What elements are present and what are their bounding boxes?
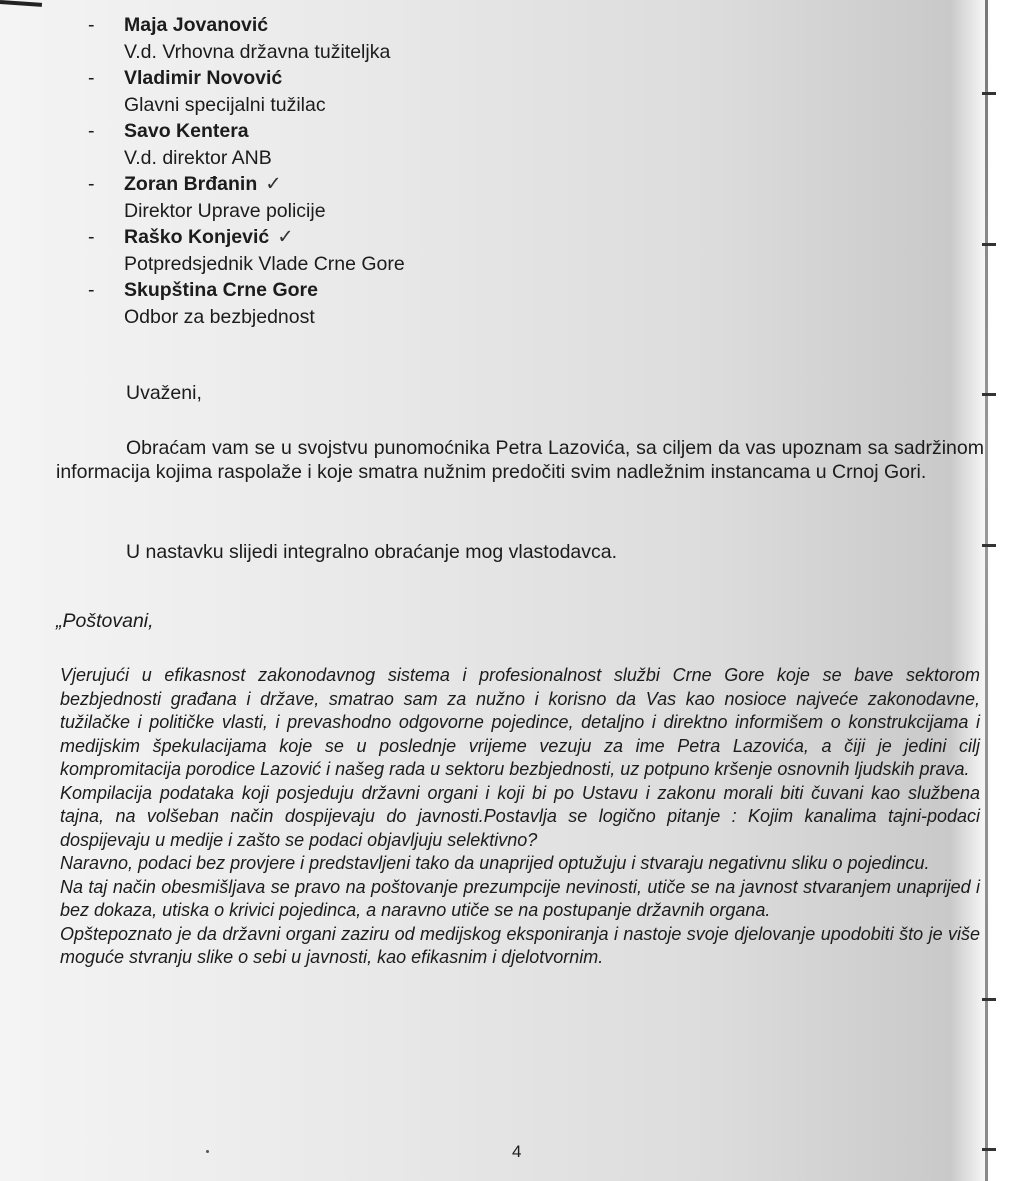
list-dash: -: [88, 279, 95, 301]
continuation-paragraph: U nastavku slijedi integralno obraćanje mog vlastodavca.: [126, 541, 618, 563]
recipient-name: Maja Jovanović: [124, 14, 269, 36]
recipient-name: Skupština Crne Gore: [124, 279, 318, 301]
recipient-role: V.d. Vrhovna državna tužiteljka: [124, 40, 391, 63]
recipient-name: Vladimir Novović: [124, 67, 283, 89]
scan-artifact-mark: [982, 243, 996, 246]
scan-speck: [206, 1150, 209, 1153]
recipient-name: Savo Kentera: [124, 120, 249, 142]
recipient-item: [88, 224, 508, 277]
recipient-name: Zoran Brđanin: [124, 173, 258, 195]
recipient-role: Glavni specijalni tužilac: [124, 93, 326, 116]
recipient-role: Potpredsjednik Vlade Crne Gore: [124, 252, 405, 275]
list-dash: -: [88, 226, 95, 248]
recipient-role: Direktor Uprave policije: [124, 199, 326, 222]
scan-artifact-mark: [982, 393, 996, 396]
quote-paragraph: Opštepoznato je da državni organi zaziru od medijskog eksponiranja i nastoje svoje djelovanje upodobiti što je više moguće stvranju slike o sebi u javnosti, kao efikasnim i djelotvornim.: [60, 923, 980, 967]
quote-greeting: „Poštovani,: [56, 610, 154, 632]
recipient-item: [88, 171, 508, 224]
recipient-role: Odbor za bezbjednost: [124, 305, 315, 328]
salutation: Uvaženi,: [126, 382, 202, 404]
page-edge-shadow: [985, 0, 988, 1181]
recipient-name: Raško Konjević: [124, 226, 270, 248]
list-dash: -: [88, 14, 95, 36]
quote-paragraph: Naravno, podaci bez provjere i predstavljeni tako da unaprijed optužuju i stvaraju negativnu sliku o pojedincu.: [60, 853, 930, 873]
recipient-list: [88, 12, 508, 330]
recipient-item: [88, 12, 508, 65]
scan-artifact-mark: [982, 92, 996, 95]
scan-artifact-mark: [982, 1148, 996, 1151]
recipient-item: [88, 65, 508, 118]
handwritten-check-icon: ✓: [277, 226, 294, 248]
quote-paragraph: Kompilacija podataka koji posjeduju državni organi i koji bi po Ustavu i zakonu morali biti čuvani kao službena tajna, na volšeban način dospijevaju do javnosti.Postavlja se logično pitanje : Kojim kanalima tajni-podaci dospijevaju u medije i zašto se podaci objavljuju selektivno?: [60, 782, 980, 850]
quote-paragraph: Vjerujući u efikasnost zakonodavnog sistema i profesionalnost službi Crne Gore koje se bave sektorom bezbjednosti građana i države, smatrao sam za nužno i korisno da Vas kao nosioce najveće zakonodavne, tužilačke i političke vlasti, i prevashodno odgovorne pojedince, detaljno i direktno informišem o konstrukcijama i medijskim špekulacijama koje se u poslednje vrijeme vezuju za ime Petra Lazovića, a čiji je jedini cilj kompromitacija porodice Lazović i našeg rada u sektoru bezbjednosti, uz potpuno kršenje osnovnih ljudskih prava.: [60, 665, 980, 779]
list-dash: -: [88, 67, 95, 89]
quoted-letter-body: [60, 664, 980, 970]
list-dash: -: [88, 120, 95, 142]
recipient-item: [88, 277, 508, 330]
scan-artifact-line: [0, 0, 42, 7]
page-number: 4: [512, 1142, 522, 1161]
intro-paragraph: Obraćam vam se u svojstvu punomoćnika Petra Lazovića, sa ciljem da vas upoznam sa sadržinom informacija kojima raspolaže i koje smatra nužnim predočiti svim nadležnim instancama u Crnoj Gori.: [56, 437, 984, 483]
handwritten-check-icon: ✓: [265, 173, 282, 195]
recipient-item: [88, 118, 508, 171]
recipient-role: V.d. direktor ANB: [124, 146, 272, 169]
quote-paragraph: Na taj način obesmišljava se pravo na poštovanje prezumpcije nevinosti, utiče se na javnost stvaranjem unaprijed i bez dokaza, utiska o krivici pojedinca, a naravno utiče se na postupanje državnih organa.: [60, 876, 980, 920]
scan-artifact-mark: [982, 544, 996, 547]
scan-artifact-mark: [982, 998, 996, 1001]
list-dash: -: [88, 173, 95, 195]
